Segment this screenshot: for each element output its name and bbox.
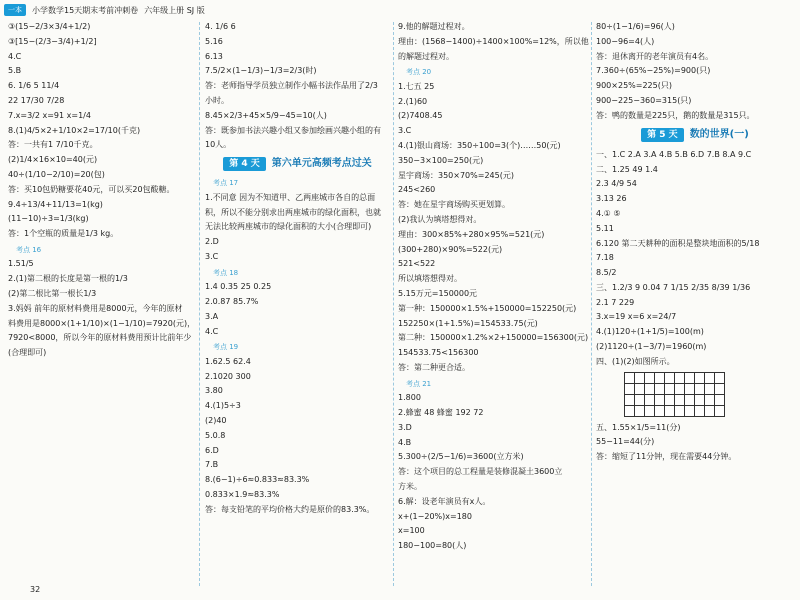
day-title: 第六单元高频考点过关	[271, 158, 372, 170]
answer-line: 521<522	[398, 259, 436, 269]
answer-line: 900−225−360=315(只)	[596, 95, 692, 105]
answer-line: 答：买10包奶糖要花40元，可以买20包酸糖。	[8, 184, 175, 194]
answer-line: 2.3 4/9 54	[596, 179, 637, 189]
answer-line: 9.他的解题过程对。	[398, 22, 470, 31]
grid-figure	[624, 372, 725, 417]
answer-line: 料费用是8000×(1+1/10)×(1−1/10)=7920(元)，	[8, 318, 196, 328]
answer-line: 答：第二种更合适。	[398, 362, 470, 372]
answer-line: 4.C	[205, 326, 219, 336]
answer-line: 答：每支铅笔的平均价格大约是原价的83.3%。	[205, 504, 375, 514]
answer-line: 40÷(1/10−2/10)=20(包)	[8, 169, 105, 179]
answer-line: 7.18	[596, 253, 614, 263]
answer-line: 答：退休离开的老年演员有4名。	[596, 51, 714, 61]
answer-line: 7.360÷(65%−25%)=900(只)	[596, 66, 711, 76]
day-tag: 第 5 天	[641, 128, 684, 142]
answer-line: 3.C	[205, 251, 219, 261]
page-header	[4, 2, 205, 18]
answer-line: 245<260	[398, 185, 436, 195]
answer-line: 3.妈妈 前年的原材料费用是8000元，今年的原材	[8, 303, 183, 313]
answer-line: 6.解：设老年演员有x人。	[398, 496, 491, 506]
answer-column-2	[205, 22, 390, 520]
answer-line: 7920<8000，所以今年的原材料费用预计比前年少	[8, 333, 192, 343]
answer-line: 4.(1)5÷3	[205, 401, 241, 411]
day-tag: 第 4 天	[223, 157, 266, 171]
brand-logo: 一本	[4, 4, 26, 16]
answer-line: 2.1 7 229	[596, 297, 635, 307]
answer-column-1	[8, 22, 196, 363]
answer-line: 3.13 26	[596, 194, 627, 204]
answer-line: 5.0.8	[205, 430, 226, 440]
grade-label: 六年级上册 SJ 版	[144, 5, 205, 15]
answer-line: (2)1/4×16×10=40(元)	[8, 155, 98, 165]
answer-line: 8.5/2	[596, 268, 617, 278]
answer-line: 理由：(1568−1400)÷1400×100%=12%，所以他	[398, 36, 589, 46]
answer-line: 三、1.2/3 9 0.04 7 1/15 2/35 8/39 1/36	[596, 282, 751, 292]
answer-line: 6. 1/6 5 11/4	[8, 81, 60, 91]
day-section-heading	[596, 128, 794, 142]
answer-line: 180−100=80(人)	[398, 541, 467, 551]
page-number: 32	[30, 585, 41, 594]
answer-line: (300+280)×90%=522(元)	[398, 244, 503, 254]
answer-line: 4.(1)120÷(1+1/5)=100(m)	[596, 327, 704, 337]
answer-line: 4.① ⑤	[596, 208, 621, 218]
answer-line: 1.4 0.35 25 0.25	[205, 282, 272, 292]
answer-line: 4.B	[398, 437, 412, 447]
answer-line: 1.800	[398, 393, 421, 403]
answer-line: x+(1−20%)x=180	[398, 511, 472, 521]
answer-line: 3.A	[205, 311, 219, 321]
answer-line: 8.(6−1)÷6≈0.833≈83.3%	[205, 475, 310, 485]
answer-line: 7.5/2×(1−1/3)−1/3=2/3(时)	[205, 66, 317, 76]
answer-line: 答：这个项目的总工程量是装修混凝土3600立	[398, 467, 563, 477]
answer-line: 5.15万元=150000元	[398, 288, 478, 298]
answer-line: 7.x=3/2 x=91 x=1/4	[8, 110, 91, 120]
answer-line: 答：老师指导学员独立制作小幅书法作品用了2/3	[205, 81, 378, 91]
answer-line: 8.(1)4/5×2+1/10×2=17/10(千克)	[8, 125, 141, 135]
answer-line: 4. 1/6 6	[205, 22, 236, 31]
answer-line: 6.13	[205, 51, 223, 61]
answer-line: 答：一共有1 7/10千克。	[8, 140, 98, 150]
answer-line: 7.B	[205, 460, 219, 470]
answer-line: (合理即可)	[8, 348, 47, 358]
answer-line: 0.833×1.9≈83.3%	[205, 489, 280, 499]
answer-line: 5.16	[205, 36, 223, 46]
answer-line: 答：缩短了11分钟，现在需要44分钟。	[596, 452, 737, 462]
answer-line: 1.62.5 62.4	[205, 356, 251, 366]
answer-line: 1.七五 25	[398, 81, 435, 91]
answer-line: 5.300÷(2/5−1/6)=3600(立方米)	[398, 452, 524, 462]
day-title: 数的世界(一)	[689, 128, 749, 140]
answer-line: 100−96=4(人)	[596, 36, 655, 46]
answer-line: 2.(1)第二根的长度是第一根的1/3	[8, 274, 128, 284]
answer-line: 一、1.C 2.A 3.A 4.B 5.B 6.D 7.B 8.A 9.C	[596, 149, 752, 159]
answer-line: ③(15−2/3×3/4+1/2)	[8, 22, 91, 31]
day-section-heading	[205, 157, 390, 171]
answer-line: 5.11	[596, 223, 614, 233]
answer-line: 5.B	[8, 66, 22, 76]
answer-line: 152250×(1+1.5%)=154533.75(元)	[398, 318, 538, 328]
answer-line: 所以填塔想得对。	[398, 274, 462, 284]
answer-line: 星宇商场：350×70%=245(元)	[398, 170, 514, 180]
answer-line: 2.0.87 85.7%	[205, 296, 259, 306]
answer-line: 2.蜂蜜 48 蜂蜜 192 72	[398, 408, 484, 417]
answer-line: 1.51/5	[8, 259, 34, 269]
kaodian-label: 考点 16	[16, 245, 42, 254]
answer-column-3	[398, 22, 588, 556]
answer-line: 答：鸭的数量是225只，鹅的数量是315只。	[596, 110, 755, 120]
column-divider	[591, 22, 592, 586]
answer-line: 900×25%=225(只)	[596, 81, 672, 91]
book-title: 小学数学15天期末考前冲刺卷	[32, 5, 139, 15]
answer-line: 第一种：150000×1.5%+150000=152250(元)	[398, 303, 577, 313]
answer-line: (2)第二根比第一根长1/3	[8, 288, 97, 298]
answer-line: 的解题过程对。	[398, 51, 454, 61]
answer-line: (2)我认为填塔想得对。	[398, 215, 482, 224]
answer-line: 四、(1)(2)如图所示。	[596, 356, 675, 366]
answer-line: 2.D	[205, 237, 219, 247]
answer-line: 80÷(1−1/6)=96(人)	[596, 22, 675, 31]
answer-line: 3.C	[398, 126, 412, 136]
kaodian-label: 考点 17	[213, 179, 239, 188]
answer-line: ③[15−(2/3−3/4)+1/2]	[8, 36, 97, 46]
answer-line: 55−11=44(分)	[596, 437, 655, 447]
answer-line: 22 17/30 7/28	[8, 95, 65, 105]
answer-line: 2.(1)60	[398, 96, 428, 106]
answer-line: (2)1120÷(1−3/7)=1960(m)	[596, 342, 707, 352]
kaodian-label: 考点 21	[406, 379, 432, 388]
answer-line: 答：既参加书法兴趣小组又参加绘画兴趣小组的有	[205, 125, 381, 135]
answer-line: 答：1个空瓶的质量是1/3 kg。	[8, 229, 119, 239]
answer-line: 9.4÷13/4+11/13=1(kg)	[8, 199, 103, 209]
answer-line: 6.D	[205, 445, 219, 455]
answer-line: 1.不同意 因为不知道甲、乙两座城市各自的总面	[205, 192, 376, 202]
answer-line: 五、1.55×1/5=11(分)	[596, 422, 681, 432]
answer-line: 3.x=19 x=6 x=24/7	[596, 312, 677, 322]
kaodian-label: 考点 19	[213, 343, 239, 352]
answer-line: 第二种：150000×1.2%×2+150000=156300(元)	[398, 333, 589, 343]
answer-line: 2.1020 300	[205, 371, 251, 381]
answer-line: 4.C	[8, 51, 22, 61]
answer-line: 6.120 第二天耕种的面积是整块地面积的5/18	[596, 238, 760, 248]
answer-line: (11−10)÷3=1/3(kg)	[8, 214, 89, 224]
answer-line: (2)7408.45	[398, 111, 443, 121]
answer-line: (2)40	[205, 415, 227, 425]
answer-line: 4.(1)银山商场：350÷100=3(个)……50(元)	[398, 141, 561, 151]
answer-line: x=100	[398, 526, 425, 536]
answer-line: 二、1.25 49 1.4	[596, 164, 658, 174]
answer-line: 理由：300×85%+280×95%=521(元)	[398, 229, 545, 239]
answer-line: 答：她在星宇商场购买更划算。	[398, 200, 510, 210]
answer-line: 小时。	[205, 95, 229, 105]
kaodian-label: 考点 20	[406, 68, 432, 77]
column-divider	[393, 22, 394, 586]
answer-line: 3.D	[398, 422, 412, 432]
answer-line: 350−3×100=250(元)	[398, 155, 484, 165]
answer-line: 3.80	[205, 386, 223, 396]
column-divider	[199, 22, 200, 586]
answer-line: 8.45×2/3+45×5/9−45=10(人)	[205, 110, 327, 120]
answer-line: 无法比较两座城市的绿化面积的大小(合理即可)	[205, 222, 372, 232]
answer-line: 10人。	[205, 140, 232, 150]
answer-column-4	[596, 22, 794, 467]
answer-line: 154533.75<156300	[398, 348, 479, 358]
answer-line: 方米。	[398, 481, 422, 491]
answer-line: 积，所以不能分别求出两座城市的绿化面积，也就	[205, 207, 381, 217]
kaodian-label: 考点 18	[213, 268, 239, 277]
